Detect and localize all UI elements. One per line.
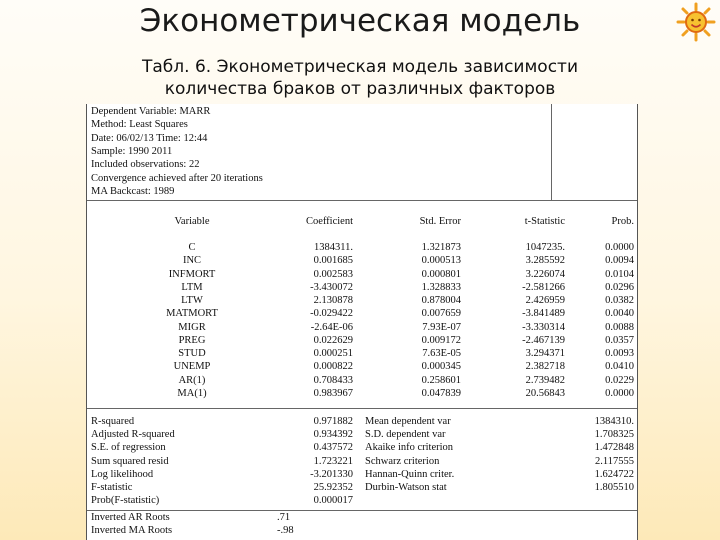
prob-value: 0.0040 [605, 308, 634, 320]
stat-value-right: 1.805510 [594, 482, 634, 493]
caption-line-1: Табл. 6. Эконометрическая модель зависимости [142, 57, 578, 77]
stat-label-right: Akaike info criterion [365, 442, 454, 454]
variable-name: UNEMP [173, 361, 211, 373]
std-error-value: 0.258601 [421, 374, 461, 386]
column-header-t-statistic: t-Statistic [524, 216, 565, 227]
stat-value: 25.92352 [313, 482, 353, 493]
t-statistic-value: 2.426959 [525, 295, 565, 306]
stat-label: F-statistic [91, 482, 133, 493]
estimation-info-line: Date: 06/02/13 Time: 12:44 [91, 132, 208, 144]
t-statistic-value: -3.330314 [522, 321, 565, 333]
coefficient-value: -3.430072 [310, 281, 353, 293]
header-separator [87, 200, 637, 201]
stat-value-right: 1.472848 [594, 442, 634, 454]
stat-label-right: Schwarz criterion [365, 455, 440, 467]
variable-name: MA(1) [177, 387, 207, 399]
prob-value: 0.0296 [605, 281, 634, 293]
prob-value: 0.0000 [605, 387, 634, 399]
prob-value: 0.0382 [605, 295, 634, 306]
std-error-value: 0.007659 [421, 308, 461, 320]
coefficient-value: -0.029422 [310, 308, 353, 320]
prob-value: 0.0093 [605, 348, 634, 359]
coefficient-value: 0.983967 [313, 387, 353, 399]
sun-icon [676, 2, 716, 42]
std-error-value: 0.878004 [421, 295, 461, 306]
caption-line-2: количества браков от различных факторов [164, 79, 556, 99]
estimation-info-line: MA Backcast: 1989 [91, 185, 175, 197]
t-statistic-value: -2.581266 [522, 281, 565, 293]
estimation-info-line: Dependent Variable: MARR [91, 106, 211, 117]
std-error-value: 0.000345 [421, 361, 461, 373]
stat-value: -3.201330 [310, 468, 353, 480]
variable-name: PREG [178, 334, 206, 346]
variable-name: MATMORT [166, 308, 218, 320]
std-error-value: 0.000801 [421, 268, 461, 280]
header-vertical-divider [551, 104, 552, 200]
stat-value-right: 1.708325 [594, 429, 634, 441]
variable-name: C [188, 242, 196, 253]
column-header-std-error: Std. Error [419, 216, 461, 227]
roots-value: .71 [277, 512, 291, 523]
variable-name: MIGR [178, 321, 206, 333]
prob-value: 0.0357 [605, 334, 634, 346]
column-header-variable: Variable [174, 216, 210, 227]
t-statistic-value: 20.56843 [525, 387, 565, 399]
regression-output-table [86, 104, 638, 540]
column-header-prob: Prob. [611, 216, 634, 227]
t-statistic-value: 3.285592 [525, 255, 565, 267]
t-statistic-value: 3.294371 [525, 348, 565, 359]
t-statistic-value: 2.382718 [525, 361, 565, 373]
std-error-value: 1.321873 [421, 242, 461, 253]
stat-label: Log likelihood [91, 468, 154, 480]
variable-name: INC [182, 255, 202, 267]
stat-value: 1.723221 [313, 455, 353, 467]
stat-label: Sum squared resid [91, 455, 169, 467]
coefficient-value: 0.000251 [313, 348, 353, 359]
stat-label: S.E. of regression [91, 442, 166, 454]
roots-label: Inverted MA Roots [91, 525, 173, 536]
stats-separator [87, 408, 637, 409]
coefficient-value: 2.130878 [313, 295, 353, 306]
stat-value: 0.934392 [313, 429, 353, 441]
variable-name: AR(1) [178, 374, 206, 386]
t-statistic-value: -3.841489 [522, 308, 565, 320]
stat-value: 0.437572 [313, 442, 353, 454]
stat-value: 0.971882 [313, 416, 353, 427]
variable-name: STUD [178, 348, 206, 359]
stat-value-right: 1384310. [594, 416, 634, 427]
coefficient-value: 0.022629 [313, 334, 353, 346]
stat-label-right: Mean dependent var [365, 416, 451, 427]
estimation-info-line: Convergence achieved after 20 iterations [91, 172, 263, 184]
roots-separator [87, 510, 637, 511]
coefficient-value: 0.708433 [313, 374, 353, 386]
stat-label-right: Hannan-Quinn criter. [365, 468, 455, 480]
stat-label: Prob(F-statistic) [91, 495, 160, 507]
std-error-value: 7.93E-07 [422, 321, 461, 333]
t-statistic-value: 2.739482 [525, 374, 565, 386]
stat-value-right: 2.117555 [595, 455, 634, 467]
prob-value: 0.0088 [605, 321, 634, 333]
estimation-info-line: Method: Least Squares [91, 119, 188, 131]
coefficient-value: -2.64E-06 [310, 321, 353, 333]
coefficient-value: 0.000822 [313, 361, 353, 373]
coefficient-value: 0.001685 [313, 255, 353, 267]
std-error-value: 1.328833 [421, 281, 461, 293]
t-statistic-value: -2.467139 [522, 334, 565, 346]
std-error-value: 7.63E-05 [422, 348, 461, 359]
prob-value: 0.0104 [605, 268, 634, 280]
std-error-value: 0.009172 [421, 334, 461, 346]
variable-name: LTW [181, 295, 203, 306]
estimation-info-line: Sample: 1990 2011 [91, 145, 173, 157]
std-error-value: 0.047839 [421, 387, 461, 399]
prob-value: 0.0410 [605, 361, 634, 373]
prob-value: 0.0000 [605, 242, 634, 253]
coefficient-value: 0.002583 [313, 268, 353, 280]
column-header-coefficient: Coefficient [305, 216, 353, 227]
roots-label: Inverted AR Roots [91, 512, 170, 523]
variable-name: LTM [181, 281, 203, 293]
estimation-info-line: Included observations: 22 [91, 159, 200, 171]
stat-label: Adjusted R-squared [91, 429, 175, 441]
stat-value-right: 1.624722 [594, 468, 634, 480]
t-statistic-value: 3.226074 [525, 268, 565, 280]
table-caption [100, 56, 620, 100]
stat-label-right: Durbin-Watson stat [365, 482, 447, 493]
prob-value: 0.0094 [605, 255, 634, 267]
variable-name: INFMORT [168, 268, 216, 280]
std-error-value: 0.000513 [421, 255, 461, 267]
coefficient-value: 1384311. [314, 242, 353, 253]
stat-label: R-squared [91, 416, 135, 427]
prob-value: 0.0229 [605, 374, 634, 386]
stat-value: 0.000017 [313, 495, 353, 507]
slide-title: Эконометрическая модель [139, 3, 581, 39]
t-statistic-value: 1047235. [525, 242, 565, 253]
stat-label-right: S.D. dependent var [365, 429, 446, 441]
roots-value: -.98 [277, 525, 294, 536]
